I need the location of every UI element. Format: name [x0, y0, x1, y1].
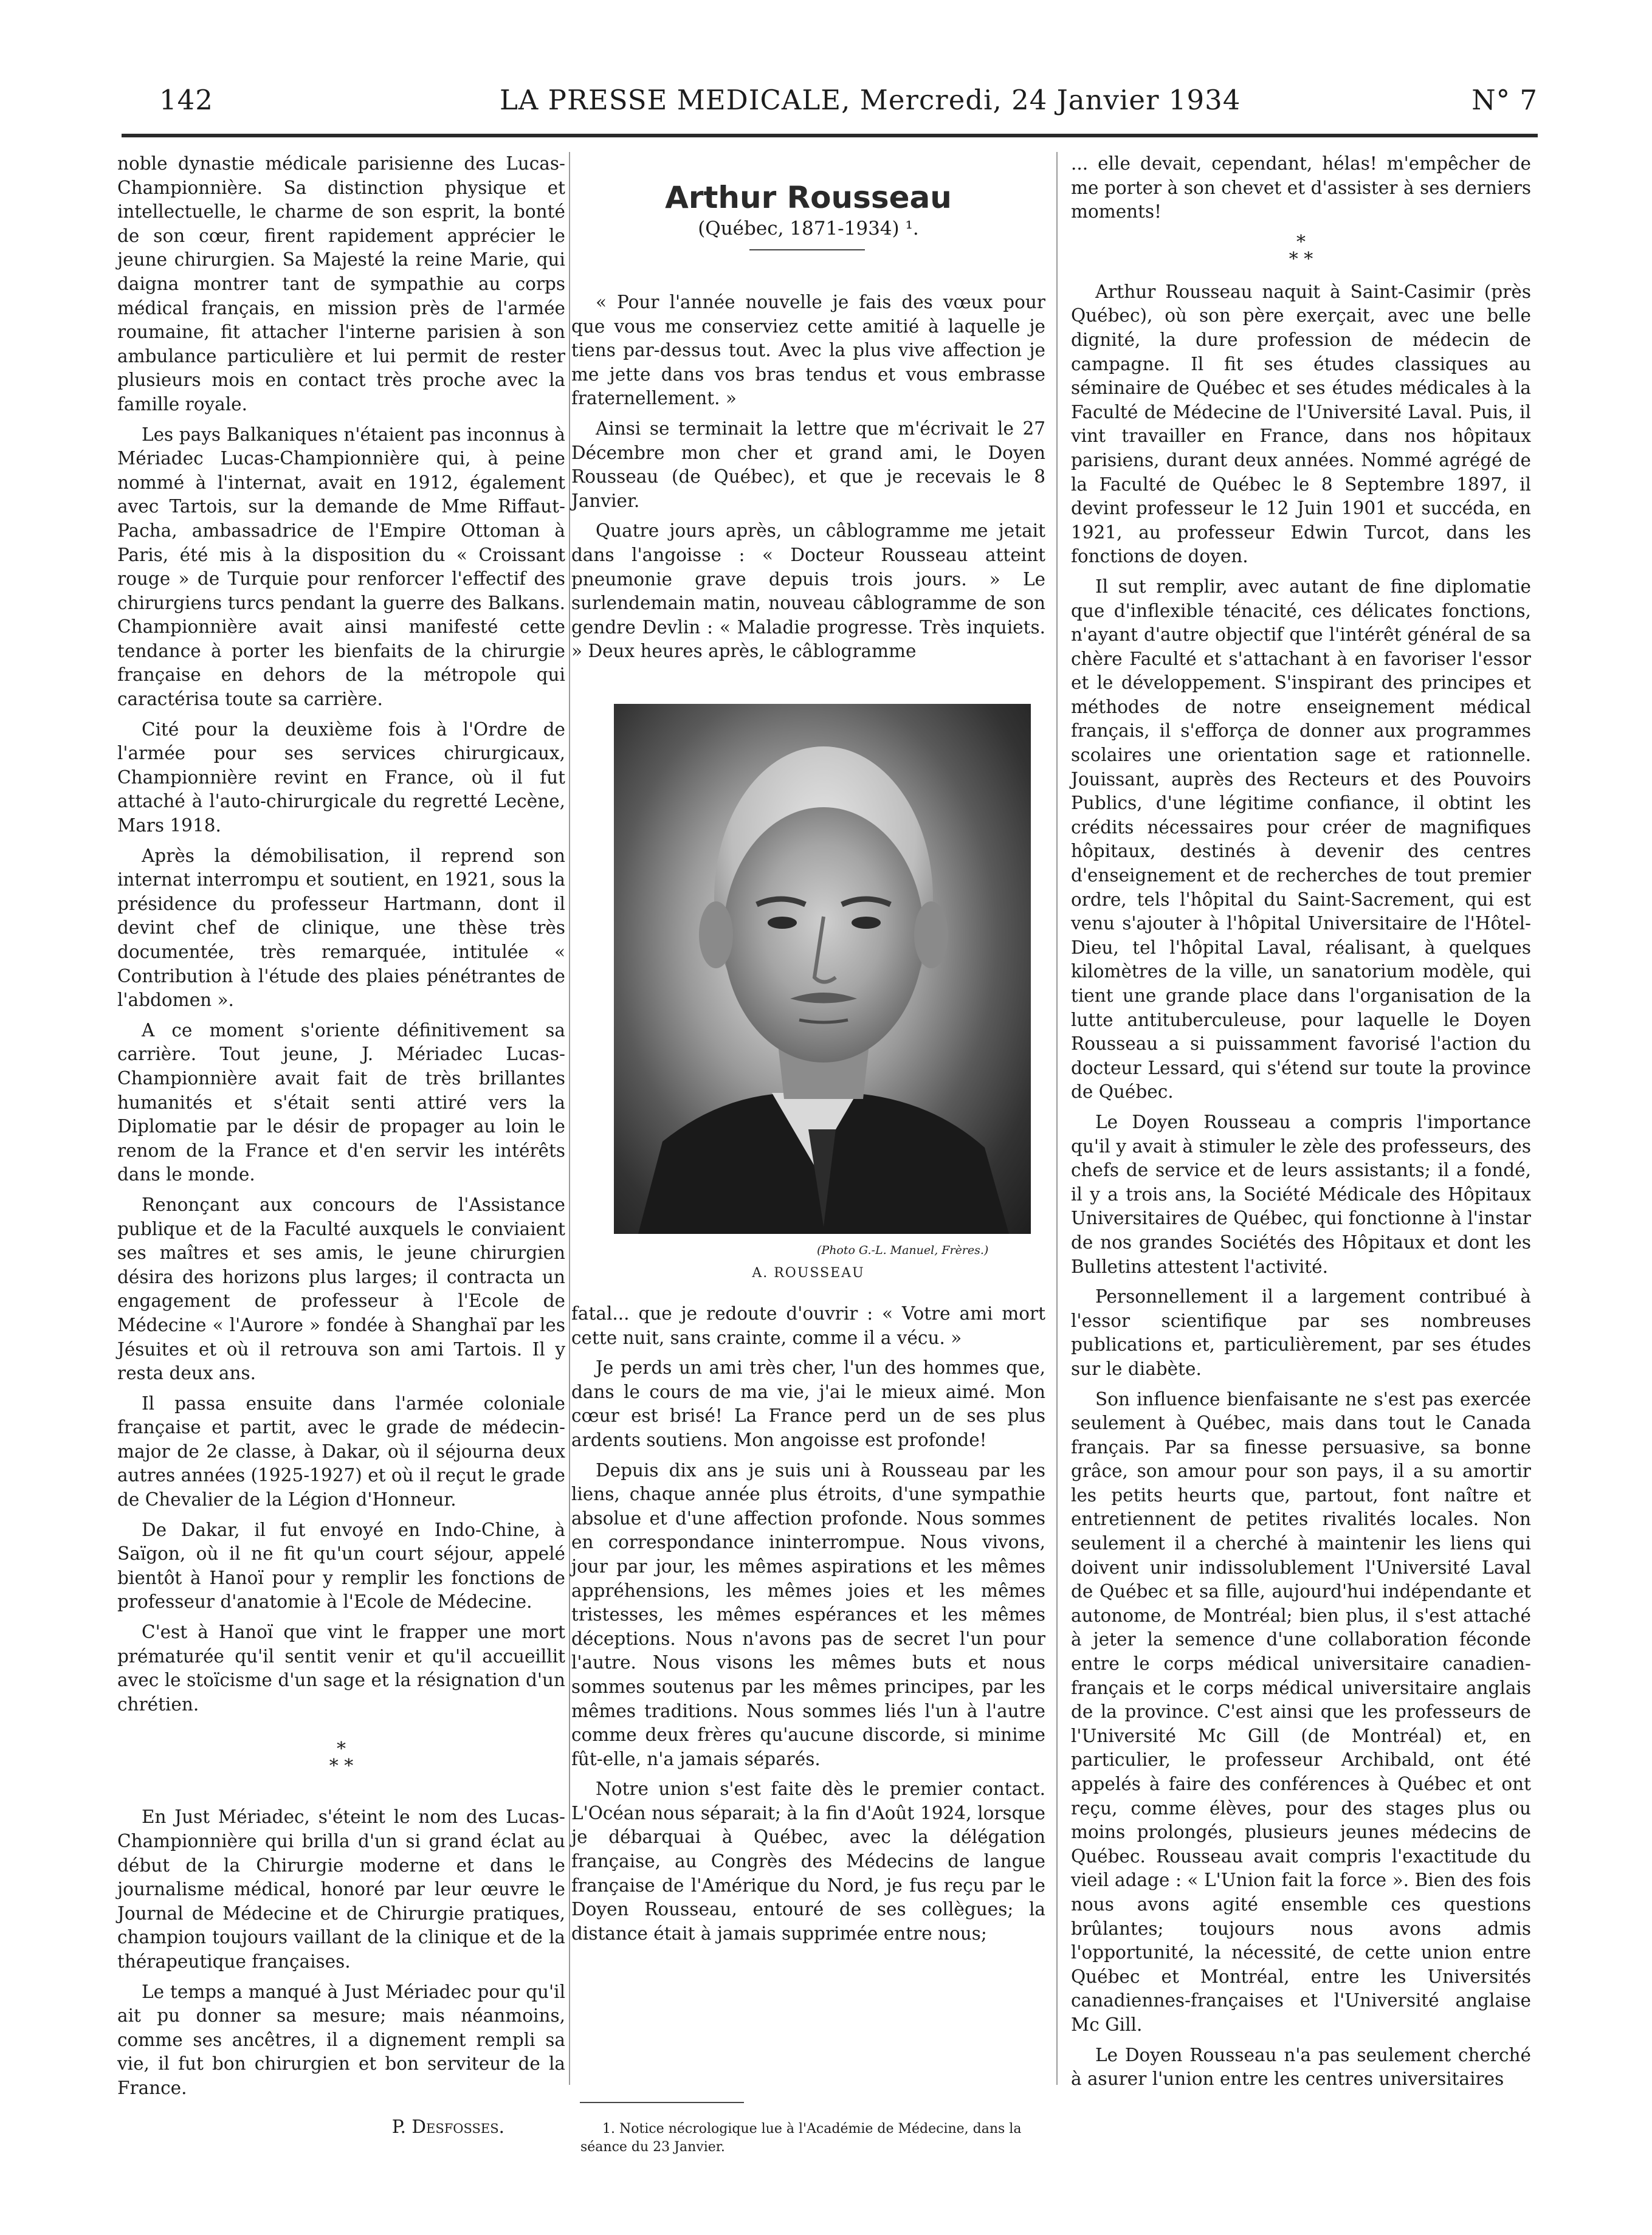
section-stars: * * * [1289, 231, 1313, 270]
footnote-rule [580, 2102, 744, 2103]
publication-title: LA PRESSE MEDICALE, Mercredi, 24 Janvier 1934 [500, 84, 1241, 116]
paragraph: Les pays Balkaniques n'étaient pas inconnus à Mériadec Lucas-Championnière qui, à peine nommé à l'internat, avait en 1912, également avec Tartois, sur la demande de Mme Riffaut-Pacha, ambassadrice de l'Empire Ottoman à Paris, été mis à la disposition du « Croissant rouge » de Turquie pour renforcer l'effectif des chirurgiens turcs pendant la guerre des Balkans. Championnière avait ainsi manifesté cette tendance à porter les bienfaits de la chirurgie française en dehors de la métropole qui caractérisa toute sa carrière. [117, 424, 565, 710]
author-signature: P. Desfosses. [391, 2116, 504, 2137]
paragraph: Personnellement il a largement contribué à l'essor scientifique par ses nombreuses publications et, particulièrement, par ses études sur le diabète. [1071, 1286, 1531, 1379]
page-header [159, 84, 1538, 133]
portrait-photo [614, 704, 1031, 1234]
issue-number: N° 7 [1471, 84, 1538, 116]
paragraph: Notre union s'est faite dès le premier contact. L'Océan nous séparait; à la fin d'Août 1924, lorsque je débarquai à Québec, avec la délégation française, au Congrès des Médecins de langue française de l'Amérique du Nord, je fus reçu par le Doyen Rousseau, entouré de ses collègues; la distance était à jamais supprimée entre nous; [571, 1779, 1045, 1944]
column-left [117, 152, 565, 2145]
paragraph: Quatre jours après, un câblogramme me jetait dans l'angoisse : « Docteur Rousseau atteint pneumonie grave depuis trois jours. » Le surlendemain matin, nouveau câblogramme de son gendre Devlin : « Maladie progresse. Très inquiets. » Deux heures après, le câblogramme [571, 520, 1045, 662]
paragraph: « Pour l'année nouvelle je fais des vœux pour que vous me conserviez cette amitié à laquelle je tiens par-dessus tout. Avec la plus vive affection je me jette dans vos bras tendus et vous embrasse fraternellement. » [571, 292, 1045, 409]
paragraph: Ainsi se terminait la lettre que m'écrivait le 27 Décembre mon cher et grand ami, le Doyen Rousseau (de Québec), et que je recevais le 8 Janvier. [571, 418, 1045, 511]
paragraph: Il passa ensuite dans l'armée coloniale française et partit, avec le grade de médecin-major de 2e classe, à Dakar, où il séjourna deux autres années (1925-1927) et où il reçut le grade de Chevalier de la Légion d'Honneur. [117, 1393, 565, 1510]
header-rule [122, 134, 1538, 137]
paragraph: Cité pour la deuxième fois à l'Ordre de l'armée pour ses services chirurgicaux, Championnière revint en France, où il fut attaché à l'auto-chirurgicale du regretté Lecène, Mars 1918. [117, 718, 565, 836]
page-number: 142 [159, 84, 213, 116]
paragraph: A ce moment s'oriente définitivement sa carrière. Tout jeune, J. Mériadec Lucas-Championnière avait fait de très brillantes humanités et s'était senti attiré vers la Diplomatie par le désir de propager au loin le renom de la France et d'en servir les intérêts dans le monde. [117, 1019, 565, 1185]
section-stars: * * * [329, 1738, 354, 1777]
column-divider-left [569, 152, 570, 2085]
column-right [1071, 152, 1531, 2098]
article-subtitle: (Québec, 1871-1934) ¹. [698, 218, 919, 239]
paragraph: Après la démobilisation, il reprend son internat interrompu et soutient, en 1921, sous la présidence du professeur Hartmann, dont il devint chef de clinique, une thèse très documentée, très remarquée, intitulée « Contribution à l'étude des plaies pénétrantes de l'abdomen ». [117, 845, 565, 1011]
portrait-illustration [614, 704, 1031, 1234]
paragraph: En Just Mériadec, s'éteint le nom des Lucas-Championnière qui brilla d'un si grand éclat au début de la Chirurgie moderne et dans le journalisme médical, honoré par leur œuvre le Journal de Médecine et de Chirurgie pratiques, champion toujours vaillant de la clinique et de la thérapeutique françaises. [117, 1806, 565, 1972]
paragraph: Il sut remplir, avec autant de fine diplomatie que d'inflexible ténacité, ces délicates fonctions, n'ayant d'autre objectif que l'intérêt général de sa chère Faculté et s'attachant à en favoriser l'essor et le développement. S'inspirant des principes et méthodes de notre enseignement médical français, il s'efforça de donner aux programmes scolaires une orientation sage et rationnelle. Jouissant, auprès des Recteurs et des Pouvoirs Publics, d'une légitime confiance, il obtint les crédits nécessaires pour créer de magnifiques hôpitaux, destinés à devenir des centres d'enseignement et de recherches de tout premier ordre, tels l'hôpital du Saint-Sacrement, qui est venu s'ajouter à l'hôpital Universitaire de l'Hôtel-Dieu, tel l'hôpital Laval, réalisant, à quelques kilomètres de la ville, un sanatorium modèle, qui tient une grande place dans l'organisation de la lutte antituberculeuse, pour laquelle le Doyen Rousseau a si puissamment favorisé l'action du docteur Lessard, qui s'étend sur toute la province de Québec. [1071, 576, 1531, 1103]
article-title: Arthur Rousseau [665, 180, 952, 215]
paragraph: Son influence bienfaisante ne s'est pas exercée seulement à Québec, mais dans tout le Canada français. Par sa finesse persuasive, sa bonne grâce, son amour pour son pays, il a su amortir les petits heurts que, partout, font naître et entretiennent de petites rivalités locales. Non seulement il a cherché à maintenir les liens qui doivent unir indissolublement l'Université Laval de Québec et sa fille, aujourd'hui indépendante et autonome, de Montréal; bien plus, il s'est attaché à jeter la semence d'une collaboration féconde entre le corps médical universitaire canadien-français et le corps médical universitaire anglais de la province. C'est ainsi que les professeurs de l'Université Mc Gill (de Montréal) et, en particulier, le professeur Archibald, ont été appelés à faire des conférences à Québec et ont reçu, comme élèves, pour des stages plus ou moins prolongés, plusieurs jeunes médecins de Québec. Rousseau avait compris l'exactitude du vieil adage : « L'Union fait la force ». Bien des fois nous avons agité ensemble ces questions brûlantes; toujours nous avons admis l'opportunité, la nécessité, de cette union entre Québec et Montréal, entre les Universités canadiennes-françaises et l'Université anglaise Mc Gill. [1071, 1388, 1531, 2035]
paragraph: C'est à Hanoï que vint le frapper une mort prématurée qu'il sentit venir et qu'il accueillit avec le stoïcisme d'un sage et la résignation d'un chrétien. [117, 1622, 565, 1715]
paragraph: De Dakar, il fut envoyé en Indo-Chine, à Saïgon, où il ne fit qu'un court séjour, appelé bientôt à Hanoï pour y remplir les fonctions de professeur d'anatomie à l'Ecole de Médecine. [117, 1519, 565, 1613]
title-rule [749, 249, 865, 250]
paragraph: Depuis dix ans je suis uni à Rousseau par les liens, chaque année plus étroits, d'une sympathie absolue et d'une affection profonde. Nous sommes en correspondance ininterrompue. Nous vivons, jour par jour, les mêmes aspirations et les mêmes appréhensions, les mêmes joies et les mêmes tristesses, les mêmes espérances et les mêmes déceptions. Nous n'avons pas de secret l'un pour l'autre. Nous visons les mêmes buts et nous sommes soutenus par les mêmes principes, par les mêmes traditions. Nous sommes liés l'un à l'autre comme deux frères qu'aucune discorde, si minime fût-elle, n'a jamais séparés. [571, 1459, 1045, 1769]
photo-label: A. ROUSSEAU [752, 1266, 865, 1281]
column-divider-right [1056, 152, 1058, 2085]
paragraph: Le Doyen Rousseau a compris l'importance qu'il y avait à stimuler le zèle des professeurs, des chefs de service et de leurs assistants; il a fondé, il y a trois ans, la Société Médicale des Hôpitaux Universitaires de Québec, qui fonctionne à l'instar de nos grandes Sociétés des Hôpitaux et dont les Bulletins attestent l'activité. [1071, 1111, 1531, 1277]
paragraph: ... elle devait, cependant, hélas! m'empêcher de me porter à son chevet et d'assister à ses derniers moments! [1071, 153, 1531, 222]
paragraph: Le Doyen Rousseau n'a pas seulement cherché à asurer l'union entre les centres universitaires [1071, 2044, 1531, 2090]
photo-credit: (Photo G.-L. Manuel, Frères.) [817, 1244, 989, 1257]
column-middle-top [571, 291, 1045, 670]
paragraph: noble dynastie médicale parisienne des Lucas-Championnière. Sa distinction physique et intellectuelle, le charme de son esprit, la bonté de son cœur, firent rapidement apprécier le jeune chirurgien. Sa Majesté la reine Marie, qui daigna montrer tant de sympathie au corps médical français, en mission près de l'armée roumaine, fit attacher l'interne parisien à son ambulance particulière et lui permit de rester plusieurs mois en contact très proche avec la famille royale. [117, 153, 565, 415]
paragraph: Le temps a manqué à Just Mériadec pour qu'il ait pu donner sa mesure; mais néanmoins, comme ses ancêtres, il a dignement rempli sa vie, il fut bon chirurgien et bon serviteur de la France. [117, 1981, 565, 2098]
footnote: 1. Notice nécrologique lue à l'Académie de Médecine, dans la séance du 23 Janvier. [580, 2121, 1022, 2155]
paragraph: Renonçant aux concours de l'Assistance publique et de la Faculté auxquels le conviaient ses maîtres et ses amis, le jeune chirurgien désira des horizons plus larges; il contracta un engagement de professeur à l'Ecole de Médecine « l'Aurore » fondée à Shanghaï par les Jésuites et où il retrouva son ami Tartois. Il y resta deux ans. [117, 1194, 565, 1384]
column-middle-bottom [571, 1302, 1045, 1952]
paragraph: Arthur Rousseau naquit à Saint-Casimir (près Québec), où son père exerçait, avec une belle dignité, la dure profession de médecin de campagne. Il fit ses études classiques au séminaire de Québec et ses études médicales à la Faculté de Médecine de l'Université Laval. Puis, il vint travailler en France, dans nos hôpitaux parisiens, durant deux années. Nommé agrégé de la Faculté de Québec le 8 Septembre 1897, il devint professeur le 12 Juin 1901 et succéda, en 1921, au professeur Edwin Turcot, dans les fonctions de doyen. [1071, 281, 1531, 567]
paragraph: Je perds un ami très cher, l'un des hommes que, dans le cours de ma vie, j'ai le mieux aimé. Mon cœur est brisé! La France perd un de ses plus ardents soutiens. Mon angoisse est profonde! [571, 1357, 1045, 1450]
paragraph: fatal... que je redoute d'ouvrir : « Votre ami mort cette nuit, sans crainte, comme il a vécu. » [571, 1303, 1045, 1348]
